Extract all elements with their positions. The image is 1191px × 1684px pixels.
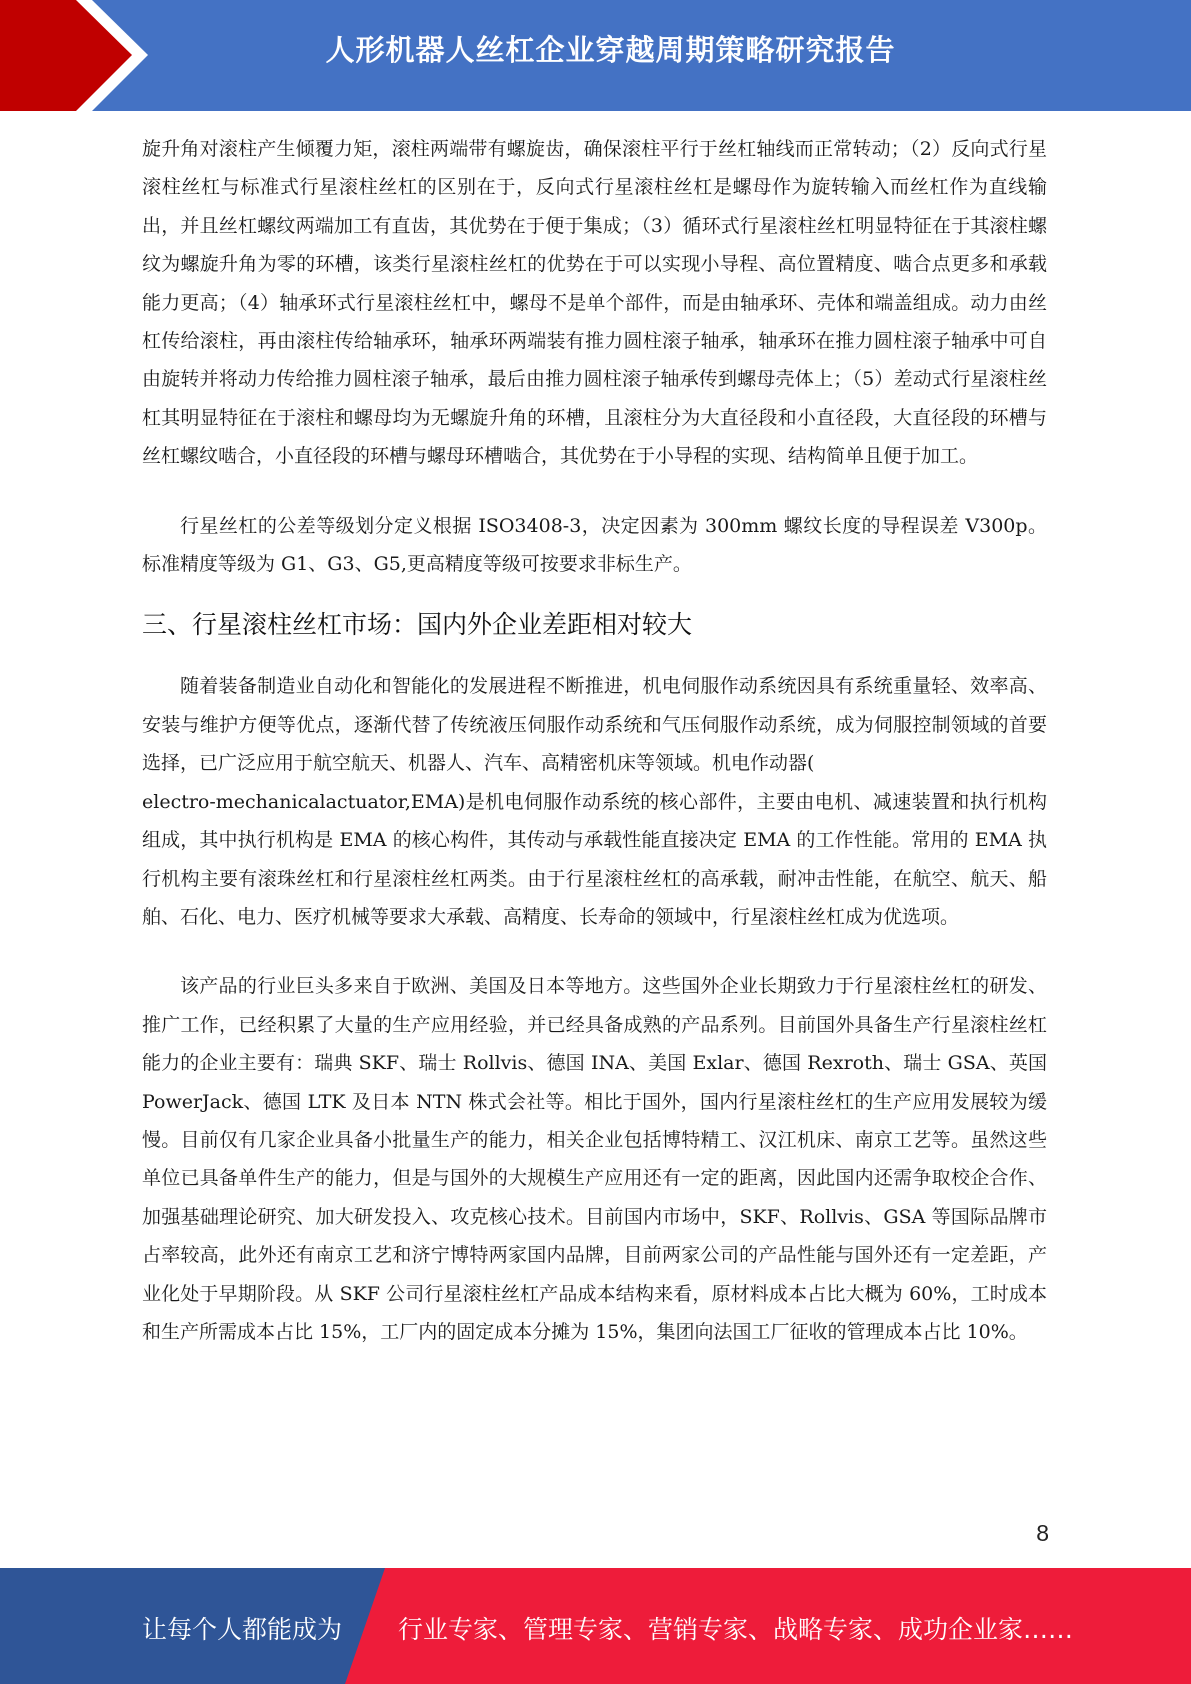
paragraph-roller-screw-types: 旋升角对滚柱产生倾覆力矩，滚柱两端带有螺旋齿，确保滚柱平行于丝杠轴线而正常转动；（2）反向式行星滚柱丝杠与标准式行星滚柱丝杠的区别在于，反向式行星滚柱丝杠是螺母作为旋转输入而丝杠作为直线输出，并且丝杠螺纹两端加工有直齿，其优势在于便于集成；（3）循环式行星滚柱丝杠明显特征在于其滚柱螺纹为螺旋升角为零的环槽，该类行星滚柱丝杠的优势在于可以实现小导程、高位置精度、啮合点更多和承载能力更高；（4）轴承环式行星滚柱丝杠中，螺母不是单个部件，而是由轴承环、壳体和端盖组成。动力由丝杠传给滚柱，再由滚柱传给轴承环，轴承环两端装有推力圆柱滚子轴承，轴承环在推力圆柱滚子轴承中可自由旋转并将动力传给推力圆柱滚子轴承，最后由推力圆柱滚子轴承传到螺母壳体上；（5）差动式行星滚柱丝杠其明显特征在于滚柱和螺母均为无螺旋升角的环槽，且滚柱分为大直径段和小直径段，大直径段的环槽与丝杠螺纹啮合，小直径段的环槽与螺母环槽啮合，其优势在于小导程的实现、结构简单且便于加工。	[142, 138, 1047, 468]
report-title: 人形机器人丝杠企业穿越周期策略研究报告	[325, 33, 896, 67]
footer-slogan-left: 让每个人都能成为	[142, 1615, 343, 1644]
section-heading: 三、行星滚柱丝杠市场：国内外企业差距相对较大	[142, 610, 693, 640]
page-number: 8	[1036, 1520, 1049, 1546]
paragraph-market-players: 该产品的行业巨头多来自于欧洲、美国及日本等地方。这些国外企业长期致力于行星滚柱丝杠的研发、推广工作，已经积累了大量的生产应用经验，并已经具备成熟的产品系列。目前国外具备生产行星滚柱丝杠能力的企业主要有：瑞典 SKF、瑞士 Rollvis、德国 INA、美国 Exlar、德国 Rexroth、瑞士 GSA、英国 PowerJack、德国 LTK 及日本 NTN 株式会社等。相比于国外，国内行星滚柱丝杠的生产应用发展较为缓慢。目前仅有几家企业具备小批量生产的能力，相关企业包括博特精工、汉江机床、南京工艺等。虽然这些单位已具备单件生产的能力，但是与国外的大规模生产应用还有一定的距离，因此国内还需争取校企合作、加强基础理论研究、加大研发投入、攻克核心技术。目前国内市场中，SKF、Rollvis、GSA 等国际品牌市占率较高，此外还有南京工艺和济宁博特两家国内品牌，目前两家公司的产品性能与国外还有一定差距，产业化处于早期阶段。从 SKF 公司行星滚柱丝杠产品成本结构来看，原材料成本占比大概为 60%，工时成本和生产所需成本占比 15%，工厂内的固定成本分摊为 15%，集团向法国工厂征收的管理成本占比 10%。	[142, 975, 1047, 1343]
paragraph-ema-details: electro-mechanicalactuator,EMA)是机电伺服作动系统的核心部件，主要由电机、减速装置和执行机构组成，其中执行机构是 EMA 的核心构件，其传动与承载性能直接决定 EMA 的工作性能。常用的 EMA 执行机构主要有滚珠丝杠和行星滚柱丝杠两类。由于行星滚柱丝杠的高承载，耐冲击性能，在航空、航天、船舶、石化、电力、医疗机械等要求大承载、高精度、长寿命的领域中，行星滚柱丝杠成为优选项。	[142, 790, 1047, 928]
document-body	[142, 130, 1047, 1351]
paragraph-ema-intro: 随着装备制造业自动化和智能化的发展进程不断推进，机电伺服作动系统因具有系统重量轻、效率高、安装与维护方便等优点，逐渐代替了传统液压伺服作动系统和气压伺服作动系统，成为伺服控制领域的首要选择，已广泛应用于航空航天、机器人、汽车、高精密机床等领域。机电作动器(	[142, 675, 1047, 775]
page-header	[0, 0, 1191, 111]
paragraph-tolerance-grades: 行星丝杠的公差等级划分定义根据 ISO3408-3，决定因素为 300mm 螺纹长度的导程误差 V300p。标准精度等级为 G1、G3、G5,更高精度等级可按要求非标生产。	[142, 514, 1047, 576]
page-footer	[0, 1568, 1191, 1684]
footer-slogan-right: 行业专家、管理专家、营销专家、战略专家、成功企业家……	[398, 1615, 1074, 1644]
